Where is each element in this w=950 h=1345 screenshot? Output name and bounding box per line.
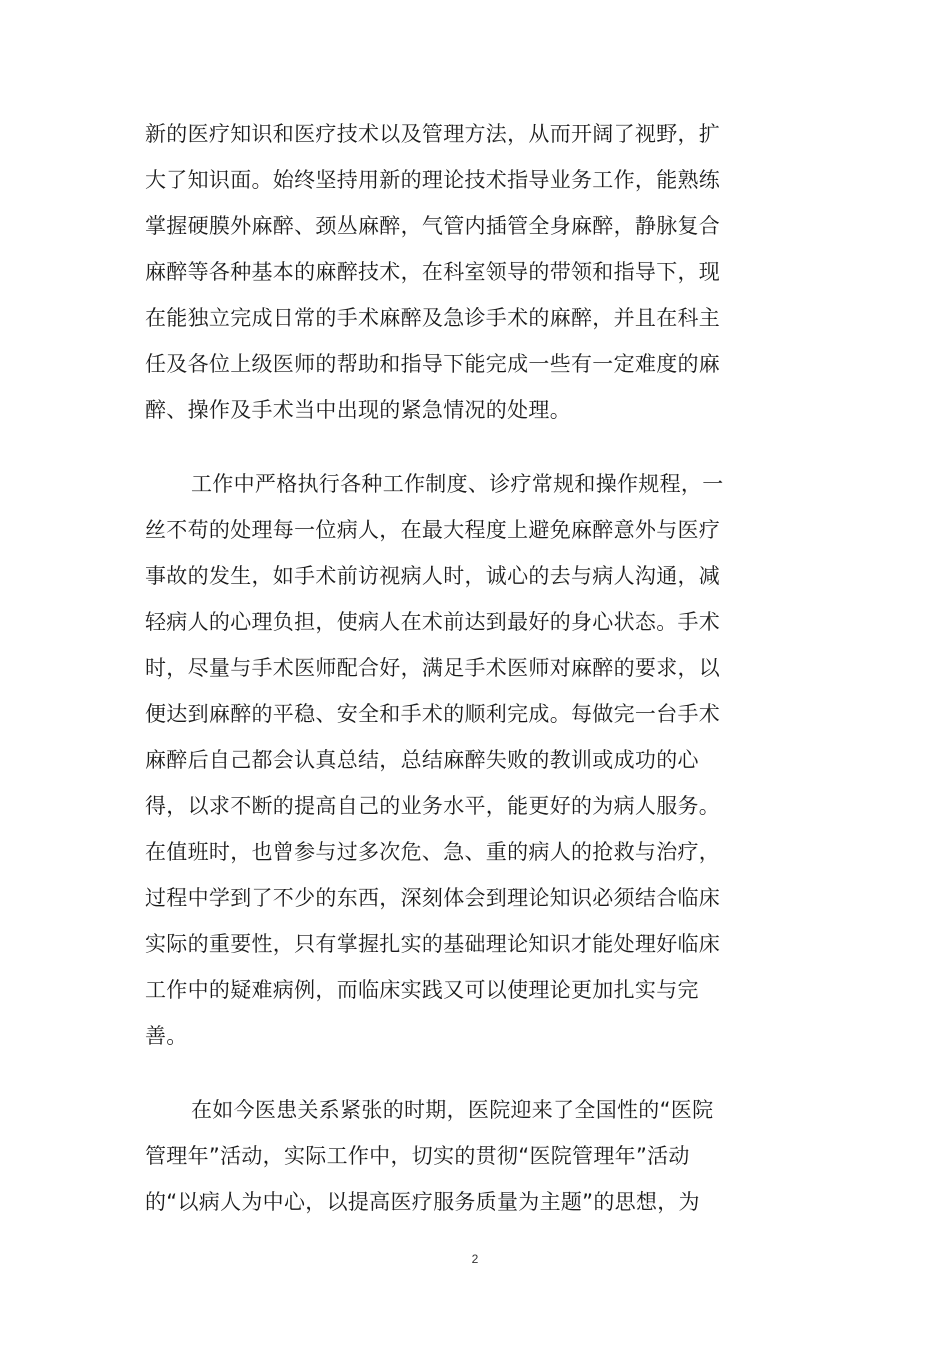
text-line: 的“以病人为中心，以提高医疗服务质量为主题”的思想，为 — [145, 1190, 700, 1214]
text-line: 管理年”活动，实际工作中，切实的贯彻“医院管理年”活动 — [145, 1144, 690, 1168]
page-number: 2 — [471, 1252, 479, 1266]
text-line: 麻醉后自己都会认真总结，总结麻醉失败的教训或成功的心 — [145, 748, 699, 772]
text-line: 醉、操作及手术当中出现的紧急情况的处理。 — [145, 398, 571, 422]
text-line: 新的医疗知识和医疗技术以及管理方法，从而开阔了视野，扩 — [145, 122, 721, 146]
text-line: 善。 — [145, 1024, 188, 1048]
paragraph-2 — [145, 461, 745, 1059]
text-line: 便达到麻醉的平稳、安全和手术的顺利完成。每做完一台手术 — [145, 702, 721, 726]
paragraph-1 — [145, 111, 745, 433]
text-line: 任及各位上级医师的帮助和指导下能完成一些有一定难度的麻 — [145, 352, 721, 376]
text-line: 得，以求不断的提高自己的业务水平，能更好的为病人服务。 — [145, 794, 721, 818]
text-line-first: 在如今医患关系紧张的时期，医院迎来了全国性的“医院 — [191, 1098, 714, 1122]
text-line: 过程中学到了不少的东西，深刻体会到理论知识必须结合临床 — [145, 886, 721, 910]
text-line: 事故的发生，如手术前访视病人时，诚心的去与病人沟通，减 — [145, 564, 721, 588]
text-line: 丝不苟的处理每一位病人，在最大程度上避免麻醉意外与医疗 — [145, 518, 721, 542]
text-line: 麻醉等各种基本的麻醉技术，在科室领导的带领和指导下，现 — [145, 260, 721, 284]
paragraph-3 — [145, 1087, 745, 1225]
text-line: 轻病人的心理负担，使病人在术前达到最好的身心状态。手术 — [145, 610, 721, 634]
text-line: 在能独立完成日常的手术麻醉及急诊手术的麻醉，并且在科主 — [145, 306, 721, 330]
text-line: 实际的重要性，只有掌握扎实的基础理论知识才能处理好临床 — [145, 932, 721, 956]
text-line: 大了知识面。始终坚持用新的理论技术指导业务工作，能熟练 — [145, 168, 721, 192]
text-line-first: 工作中严格执行各种工作制度、诊疗常规和操作规程，一 — [191, 472, 724, 496]
text-line: 在值班时，也曾参与过多次危、急、重的病人的抢救与治疗， — [145, 840, 721, 864]
text-line: 时，尽量与手术医师配合好，满足手术医师对麻醉的要求，以 — [145, 656, 721, 680]
text-line: 掌握硬膜外麻醉、颈丛麻醉，气管内插管全身麻醉，静脉复合 — [145, 214, 721, 238]
text-line: 工作中的疑难病例，而临床实践又可以使理论更加扎实与完 — [145, 978, 699, 1002]
